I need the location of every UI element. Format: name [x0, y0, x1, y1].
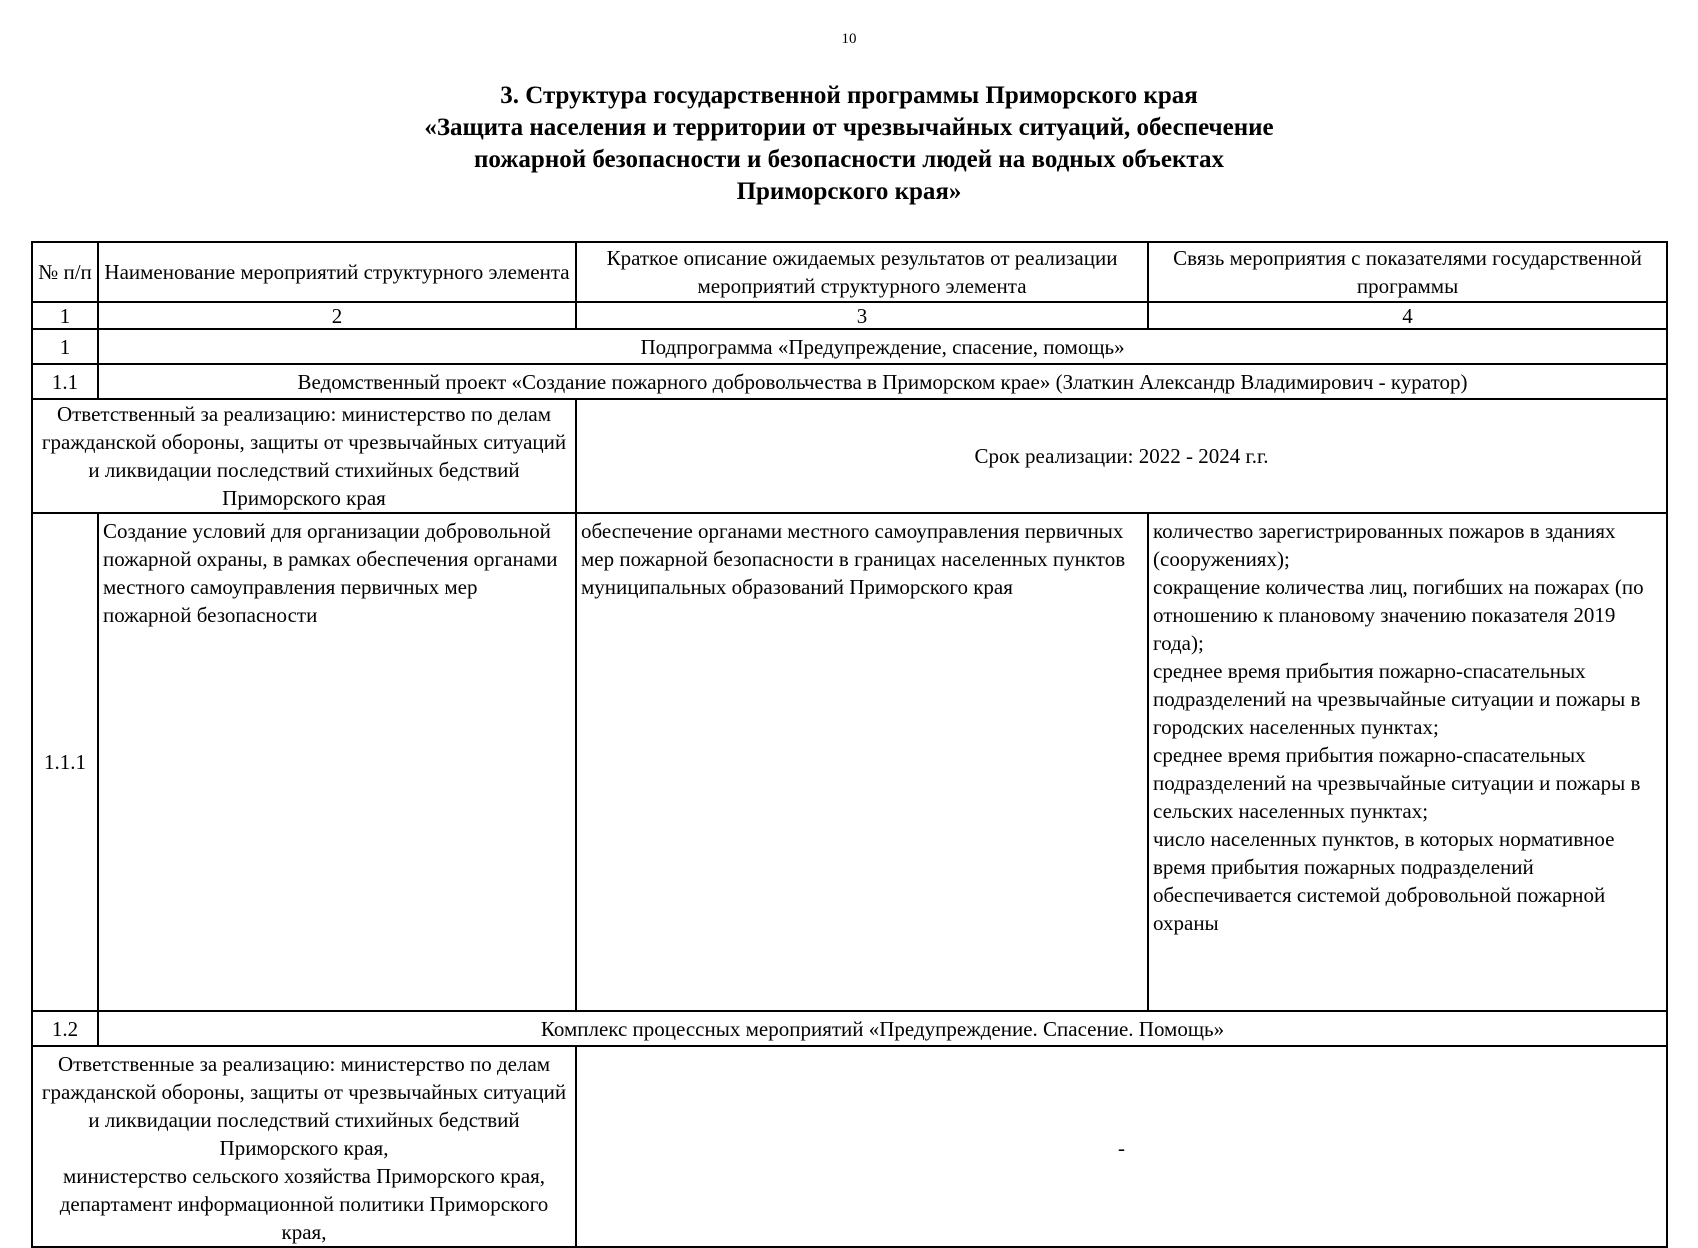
header-name: Наименование мероприятий структурного элемента [98, 242, 576, 302]
project-title: Ведомственный проект «Создание пожарного добровольчества в Приморском крае» (Златкин Александр Владимирович - куратор) [98, 364, 1667, 399]
complex-num: 1.2 [32, 1011, 98, 1046]
project-term: Срок реализации: 2022 - 2024 г.г. [576, 399, 1667, 513]
document-title [0, 80, 1698, 208]
complex-responsible-row [32, 1046, 1667, 1247]
complex-responsible [32, 1046, 576, 1247]
responsible-line: департамент информационной политики Приморского края, [59, 1192, 549, 1244]
indicator-item: количество зарегистрированных пожаров в зданиях (сооружениях); [1153, 519, 1616, 571]
item-row [32, 513, 1667, 1011]
column-number-cell: 4 [1148, 302, 1667, 329]
responsible-line: Ответственные за реализацию: министерство по делам гражданской обороны, защиты от чрезвычайных ситуаций и ликвидации последствий стихийных бедствий Приморского края, [41, 1052, 567, 1160]
responsible-line: министерство сельского хозяйства Приморского края, [62, 1164, 546, 1188]
header-indicators: Связь мероприятия с показателями государственной программы [1148, 242, 1667, 302]
subprogram-title: Подпрограмма «Предупреждение, спасение, помощь» [98, 329, 1667, 364]
program-structure-table [31, 241, 1668, 1248]
item-num: 1.1.1 [32, 513, 98, 1011]
complex-row [32, 1011, 1667, 1046]
title-line-4: Приморского края» [736, 178, 962, 205]
column-number-cell: 2 [98, 302, 576, 329]
title-line-2: «Защита населения и территории от чрезвычайных ситуаций, обеспечение [424, 114, 1274, 141]
project-responsible-row [32, 399, 1667, 513]
page-number: 10 [841, 31, 857, 47]
indicator-item: среднее время прибытия пожарно-спасательных подразделений на чрезвычайные ситуации и пожары в городских населенных пунктах; [1153, 659, 1641, 739]
column-number-row [32, 302, 1667, 329]
title-line-1: 3. Структура государственной программы Приморского края [500, 82, 1198, 109]
item-indicators [1148, 513, 1667, 1011]
indicator-item: сокращение количества лиц, погибших на пожарах (по отношению к плановому значению показателя 2019 года); [1153, 575, 1644, 655]
header-results: Краткое описание ожидаемых результатов от реализации мероприятий структурного элемента [576, 242, 1148, 302]
subprogram-num: 1 [32, 329, 98, 364]
subprogram-row [32, 329, 1667, 364]
item-result: обеспечение органами местного самоуправления первичных мер пожарной безопасности в границах населенных пунктов муниципальных образований Приморского края [576, 513, 1148, 1011]
table-header-row [32, 242, 1667, 302]
project-row [32, 364, 1667, 399]
indicator-item: среднее время прибытия пожарно-спасательных подразделений на чрезвычайные ситуации и пожары в сельских населенных пунктах; [1153, 743, 1641, 823]
title-line-3: пожарной безопасности и безопасности людей на водных объектах [474, 146, 1224, 173]
column-number-cell: 1 [32, 302, 98, 329]
complex-term: - [576, 1046, 1667, 1247]
header-num: № п/п [32, 242, 98, 302]
indicator-item: число населенных пунктов, в которых нормативное время прибытия пожарных подразделений обеспечивается системой добровольной пожарной охраны [1153, 827, 1615, 935]
project-responsible: Ответственный за реализацию: министерство по делам гражданской обороны, защиты от чрезвычайных ситуаций и ликвидации последствий стихийных бедствий Приморского края [32, 399, 576, 513]
complex-title: Комплекс процессных мероприятий «Предупреждение. Спасение. Помощь» [98, 1011, 1667, 1046]
project-num: 1.1 [32, 364, 98, 399]
column-number-cell: 3 [576, 302, 1148, 329]
item-name: Создание условий для организации добровольной пожарной охраны, в рамках обеспечения органами местного самоуправления первичных мер пожарной безопасности [98, 513, 576, 1011]
